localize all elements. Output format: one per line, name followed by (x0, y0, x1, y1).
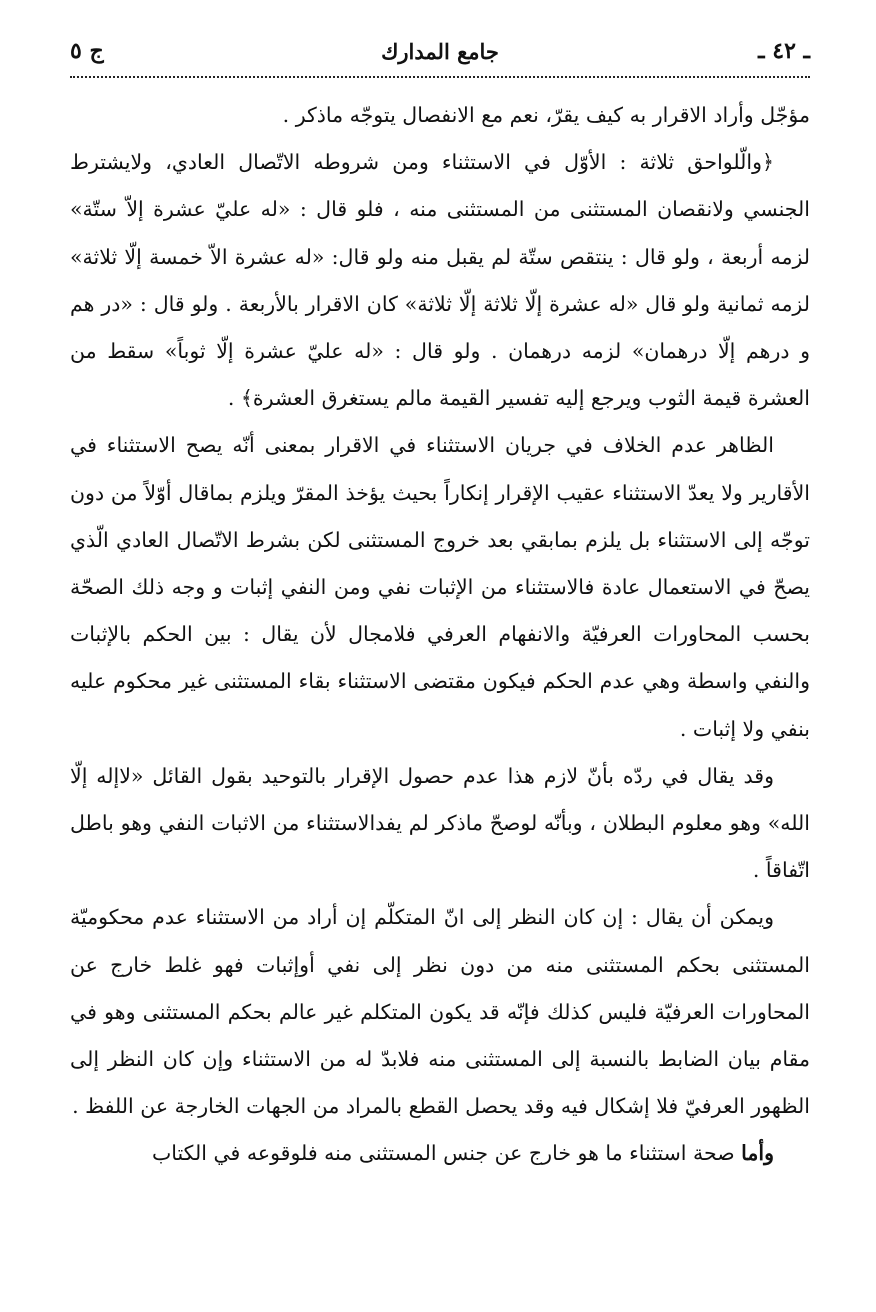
paragraph: الظاهر عدم الخلاف في جريان الاستثناء في الاقرار بمعنى أنّه يصح الاستثناء في الأقارير ولا يعدّ الاستثناء عقيب الإقرار إنكاراً بحيث يؤخذ المقرّ ويلزم بماقال أوّلاً من دون توجّه إلى الاستثناء بل يلزم بمابقي بعد خروج المستثنى لكن بشرط الاتّصال العادي الّذي يصحّ في الاستعمال عادة فالاستثناء من الإثبات نفي ومن النفي إثبات و وجه ذلك الصحّة بحسب المحاورات العرفيّة والانفهام العرفي فلامجال لأن يقال : بين الحكم بالإثبات والنفي واسطة وهي عدم الحكم فيكون مقتضى الاستثناء بقاء المستثنى غير محكوم عليه بنفي ولا إثبات . (70, 433, 810, 741)
header-divider (70, 76, 810, 78)
paragraph: ويمكن أن يقال : إن كان النظر إلى انّ المتكلّم إن أراد من الاستثناء عدم محكوميّة المستثنى بحكم المستثنى منه من دون نظر إلى نفي أوإثبات فهو غلط خارج عن المحاورات العرفيّة فليس كذلك فإنّه قد يكون المتكلم غير عالم بحكم المستثنى وهو في مقام بيان الضابط بالنسبة إلى المستثنى منه فلابدّ له من الاستثناء وإن كان النظر إلى الظهور العرفيّ فلا إشكال فيه وقد يحصل القطع بالمراد من الجهات الخارجة عن اللفظ . (70, 905, 810, 1119)
body-text (70, 92, 810, 1178)
paragraph: ﴿والّلواحق ثلاثة : الأوّل في الاستثناء ومن شروطه الاتّصال العادي، ولايشترط الجنسي ولانقصان المستثنى من المستثنى منه ، فلو قال : «له عليّ عشرة إلاّ ستّة» لزمه أربعة ، ولو قال : ينتقص ستّة لم يقبل منه ولو قال: «له عشرة الاّ خمسة إلّا ثلاثة» لزمه ثمانية ولو قال «له عشرة إلّا ثلاثة إلّا ثلاثة» كان الاقرار بالأربعة . ولو قال : «در هم و درهم إلّا درهمان» لزمه درهمان . ولو قال : «له عليّ عشرة إلّا ثوباً» سقط من العشرة قيمة الثوب ويرجع إليه تفسير القيمة مالم يستغرق العشرة﴾ . (70, 150, 810, 411)
paragraph-lead: وأما (741, 1141, 774, 1166)
paragraph: وقد يقال في ردّه بأنّ لازم هذا عدم حصول الإقرار بالتوحيد بقول القائل «لاإله إلّا الله» وهو معلوم البطلان ، وبأنّه لوصحّ ماذكر لم يفدالاستثناء من الاثبات النفي وهو باطل اتّفاقاً . (70, 763, 810, 883)
page-number: ـ ٤٢ ـ (758, 38, 810, 64)
volume-label: ج ٥ (70, 38, 104, 64)
book-page (70, 28, 810, 1288)
paragraph-text: صحة استثناء ما هو خارج عن جنس المستثنى منه فلوقوعه في الكتاب (151, 1141, 735, 1166)
paragraph (70, 1130, 810, 1177)
running-header (70, 28, 810, 74)
paragraph: مؤجّل وأراد الاقرار به كيف يقرّ، نعم مع الانفصال يتوجّه ماذكر . (282, 103, 810, 127)
book-title: جامع المدارك (381, 38, 499, 64)
